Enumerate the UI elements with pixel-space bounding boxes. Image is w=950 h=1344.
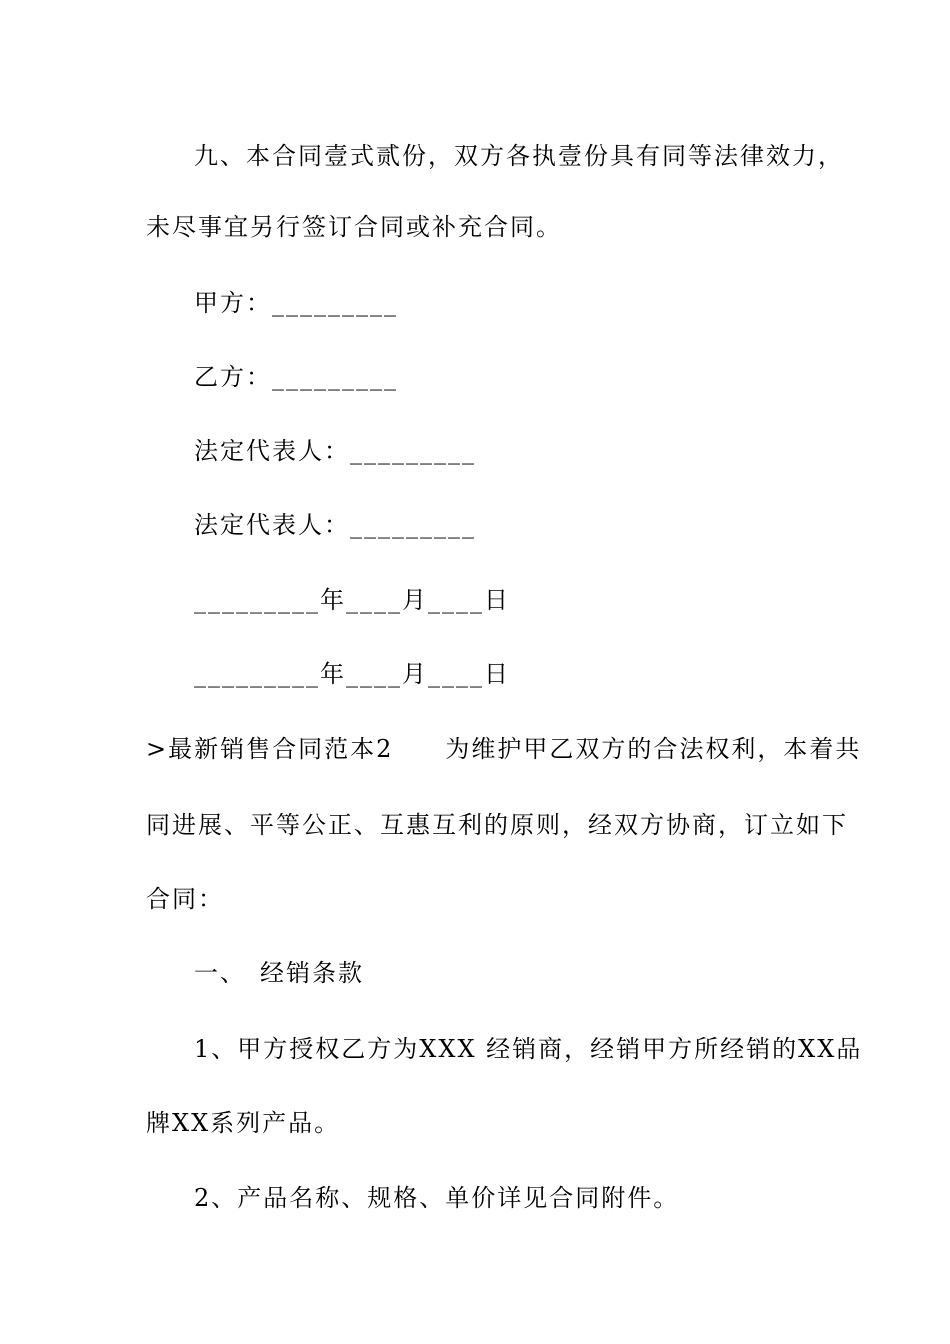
legal-rep-b-line: 法定代表人：_________ (194, 511, 476, 539)
legal-rep-a-line: 法定代表人：_________ (194, 437, 476, 465)
clause-nine-line-1: 九、本合同壹式贰份，双方各执壹份具有同等法律效力， (194, 142, 844, 170)
item-one-line-1: 1、甲方授权乙方为XXX 经销商，经销甲方所经销的XX品 (194, 1035, 863, 1063)
preamble-line-3: 合同： (146, 885, 224, 913)
clause-nine-line-2: 未尽事宜另行签订合同或补充合同。 (146, 213, 562, 241)
date-line-b: _________年____月____日 (194, 660, 510, 688)
party-a-signature-line: 甲方：_________ (194, 289, 398, 317)
item-one-line-2: 牌XX系列产品。 (146, 1109, 341, 1137)
date-line-a: _________年____月____日 (194, 586, 510, 614)
section-one-heading: 一、 经销条款 (194, 959, 364, 987)
contract-template-heading-line: >最新销售合同范本2 为维护甲乙双方的合法权利，本着共 (146, 735, 862, 763)
preamble-line-2: 同进展、平等公正、互惠互利的原则，经双方协商，订立如下 (146, 811, 848, 839)
party-b-signature-line: 乙方：_________ (194, 363, 398, 391)
item-two-line: 2、产品名称、规格、单价详见合同附件。 (194, 1184, 680, 1212)
